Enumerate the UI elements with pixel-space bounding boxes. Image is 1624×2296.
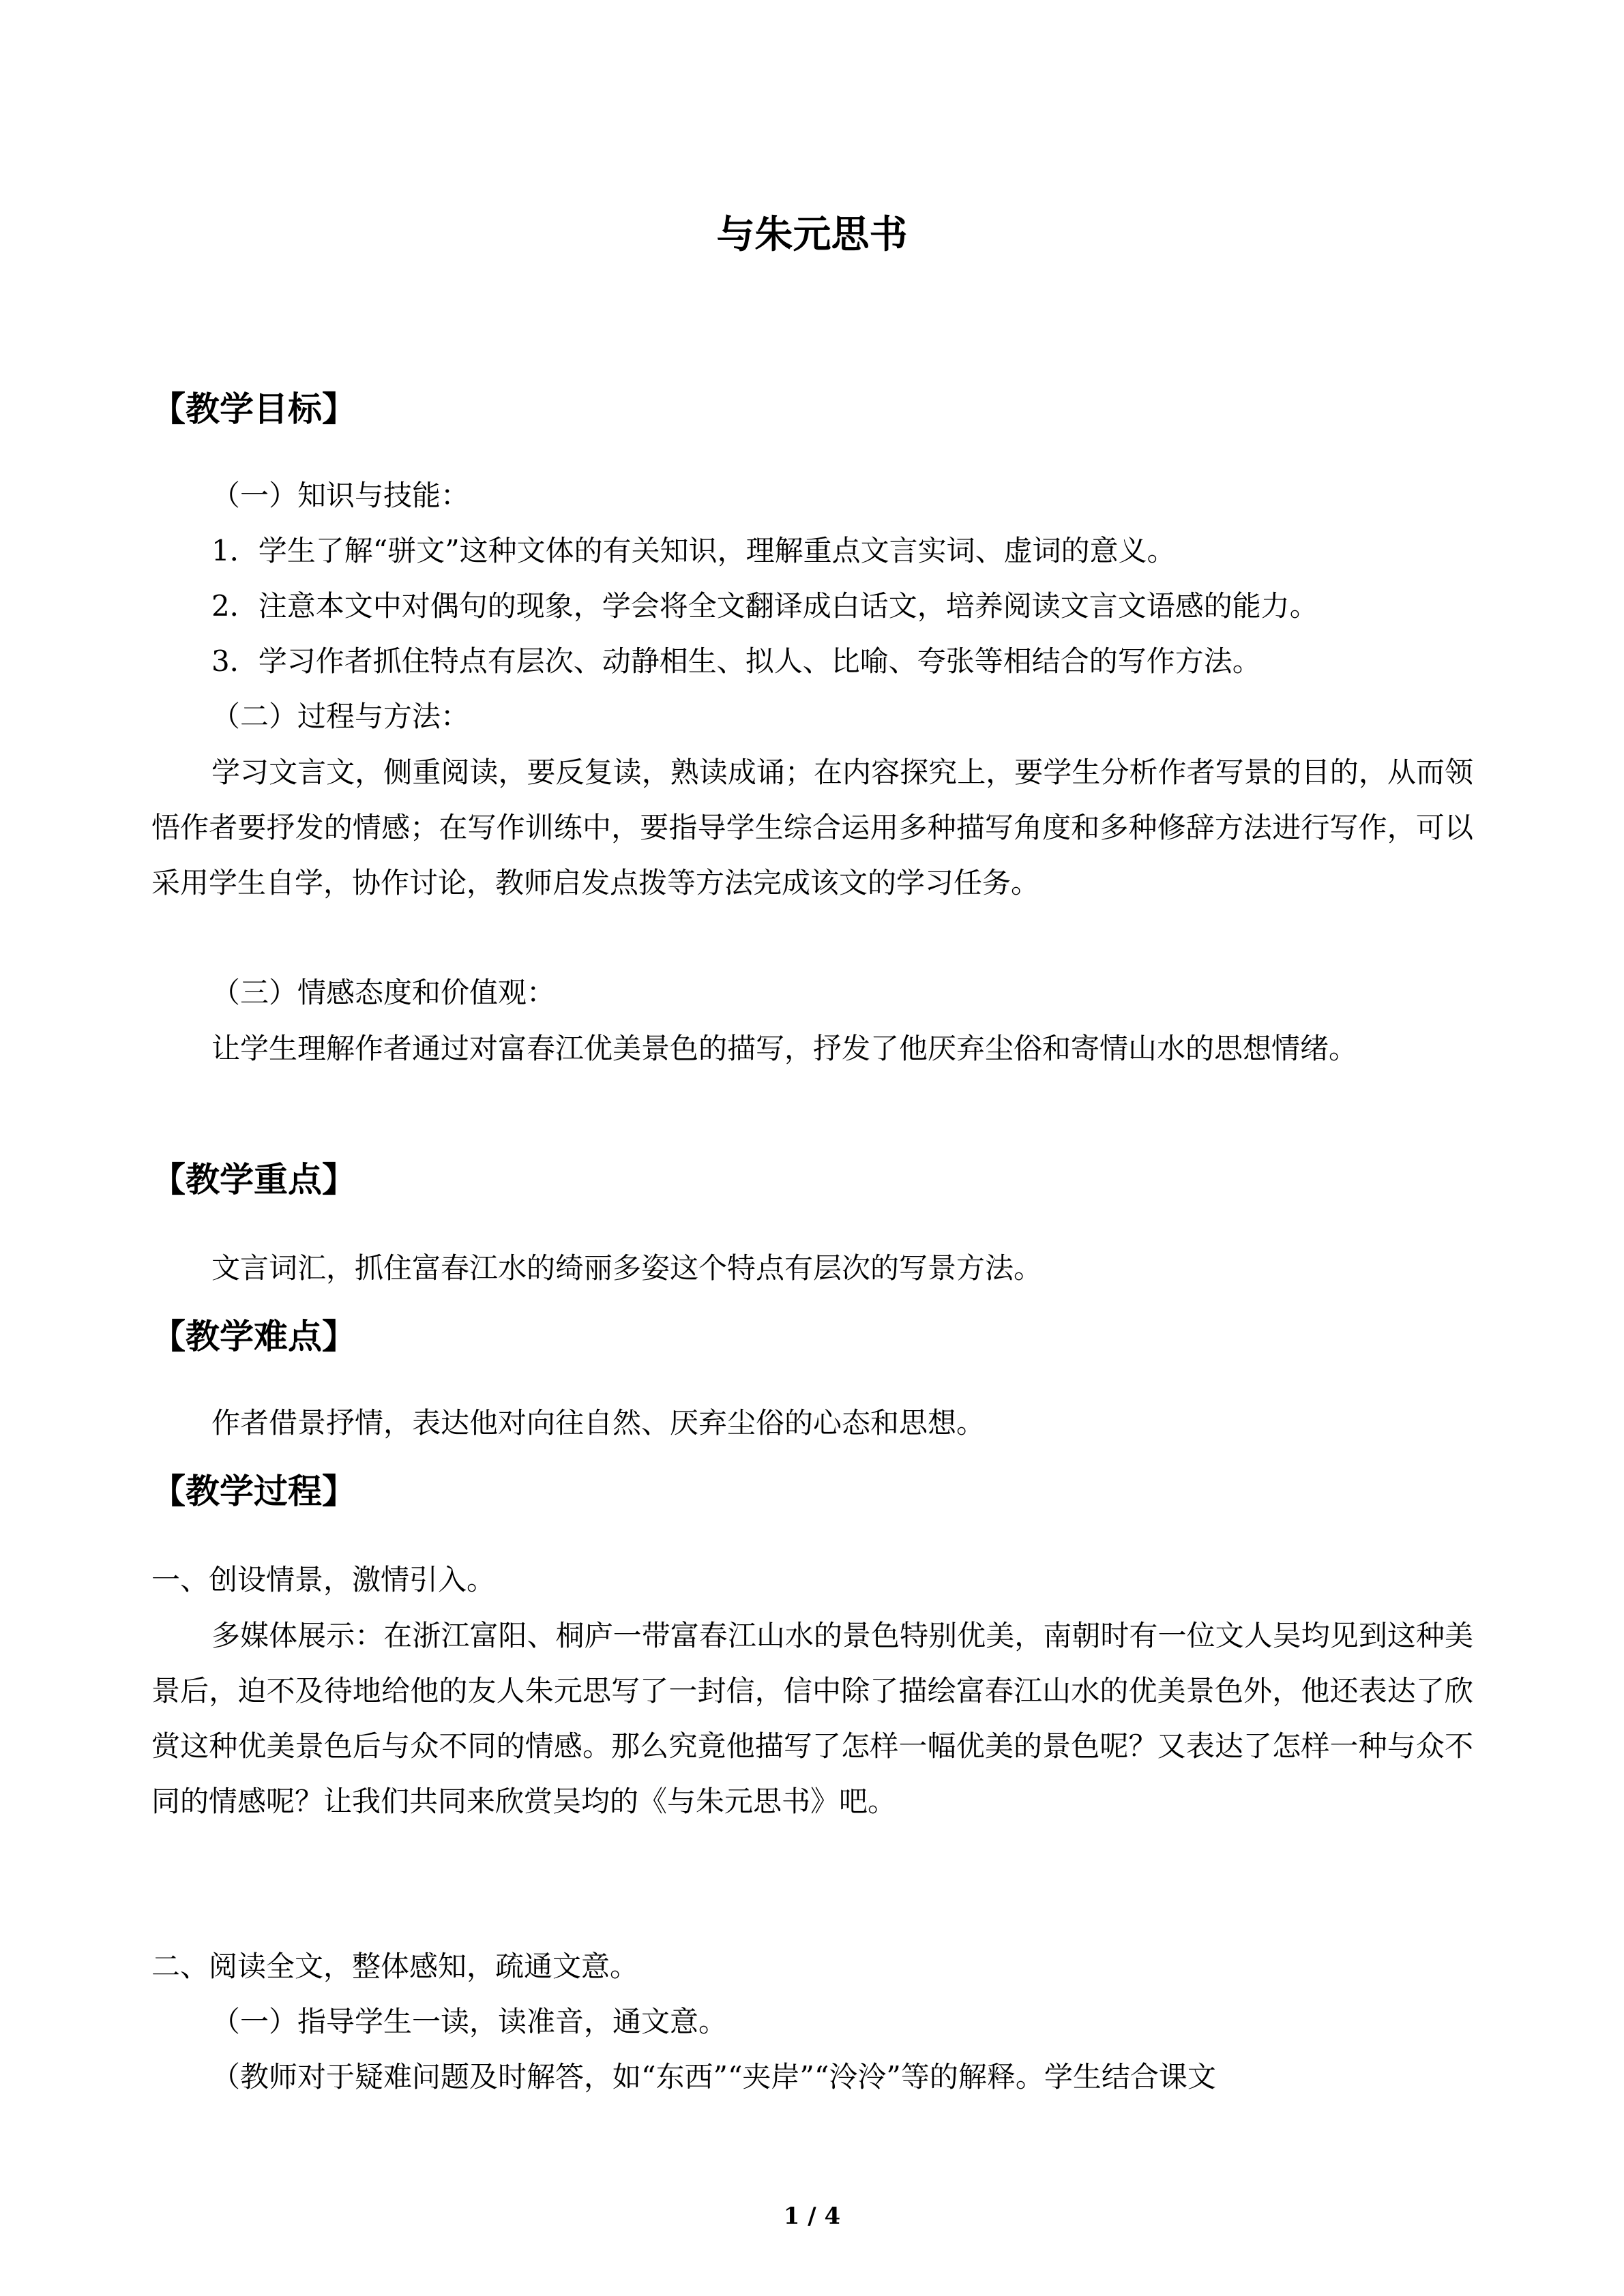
page-number: 1 / 4 [783, 2203, 841, 2230]
goals-item-1: 1．学生了解“骈文”这种文体的有关知识，理解重点文言实词、虚词的意义。 [211, 534, 1176, 567]
difficulties-paragraph: 作者借景抒情，表达他对向往自然、厌弃尘俗的心态和思想。 [211, 1406, 986, 1440]
goals-subheading-emotion: （三）情感态度和价值观： [211, 976, 556, 1009]
process-step-2: 二、阅读全文，整体感知，疏通文意。 [151, 1950, 639, 1983]
key-points-paragraph: 文言词汇，抓住富春江水的绮丽多姿这个特点有层次的写景方法。 [211, 1251, 1043, 1285]
process-step-2-sub-1: （一）指导学生一读，读准音，通文意。 [211, 2005, 728, 2038]
goals-item-3: 3．学习作者抓住特点有层次、动静相生、拟人、比喻、夸张等相结合的写作方法。 [211, 644, 1261, 678]
goals-item-2: 2．注意本文中对偶句的现象，学会将全文翻译成白话文，培养阅读文言文语感的能力。 [211, 589, 1318, 623]
process-step-1: 一、创设情景，激情引入。 [151, 1563, 496, 1596]
process-step-1-paragraph: 多媒体展示：在浙江富阳、桐庐一带富春江山水的景色特别优美，南朝时有一位文人吴均见到这种美景后，迫不及待地给他的友人朱元思写了一封信，信中除了描绘富春江山水的优美景色外，他还表达了欣赏这种优美景色后与众不同的情感。那么究竟他描写了怎样一幅优美的景色呢？又表达了怎样一种与众不同的情感呢？让我们共同来欣赏吴均的《与朱元思书》吧。 [151, 1619, 1473, 1818]
process-step-2-paragraph: （教师对于疑难问题及时解答，如“东西”“夹岸”“泠泠”等的解释。学生结合课文 [211, 2060, 1216, 2093]
goals-emotion-paragraph: 让学生理解作者通过对富春江优美景色的描写，抒发了他厌弃尘俗和寄情山水的思想情绪。 [211, 1032, 1358, 1065]
heading-difficulties: 【教学难点】 [151, 1317, 356, 1356]
document-title: 与朱元思书 [716, 213, 908, 257]
goals-subheading-knowledge: （一）知识与技能： [211, 479, 470, 512]
heading-teaching-goals: 【教学目标】 [151, 389, 356, 429]
heading-key-points: 【教学重点】 [151, 1160, 356, 1199]
heading-teaching-process: 【教学过程】 [151, 1472, 356, 1511]
goals-process-paragraph: 学习文言文，侧重阅读，要反复读，熟读成诵；在内容探究上，要学生分析作者写景的目的，从而领悟作者要抒发的情感；在写作训练中，要指导学生综合运用多种描写角度和多种修辞方法进行写作，可以采用学生自学，协作讨论，教师启发点拨等方法完成该文的学习任务。 [151, 756, 1473, 899]
goals-subheading-process: （二）过程与方法： [211, 700, 470, 733]
